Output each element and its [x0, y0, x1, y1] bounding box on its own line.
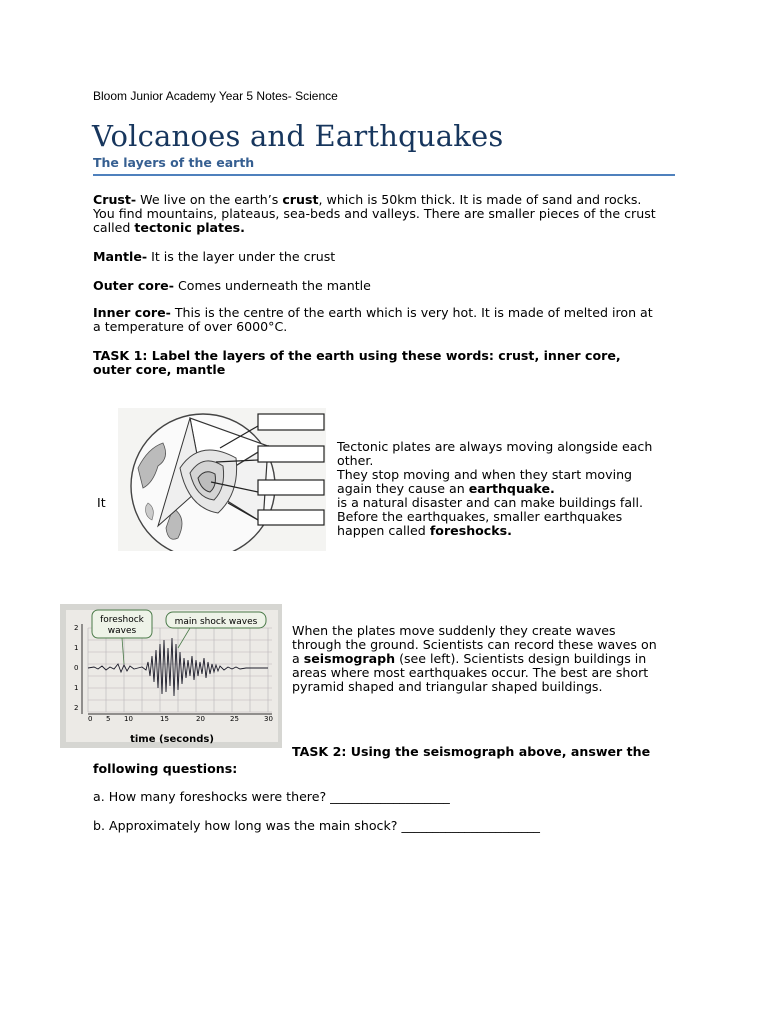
inner-core-label: Inner core-: [93, 305, 171, 320]
crust-bold: crust: [282, 192, 319, 207]
mantle-text: It is the layer under the crust: [147, 249, 336, 264]
x-tick-label: 25: [230, 715, 239, 723]
tectonic-plates-term: tectonic plates.: [134, 220, 245, 235]
question-a[interactable]: a. How many foreshocks were there? ___________________: [93, 789, 450, 804]
task1-instructions: [93, 349, 683, 377]
document-header: Bloom Junior Academy Year 5 Notes- Science: [93, 89, 338, 103]
foreshock-callout-text: waves: [107, 626, 137, 636]
x-tick-label: 30: [264, 715, 273, 723]
waves-line-4: areas where most earthquakes occur. The best are short: [292, 665, 649, 680]
y-tick-label: 1: [74, 644, 79, 652]
mantle-paragraph: [93, 250, 683, 264]
crust-line-3: called: [93, 220, 135, 235]
task2-line-2: following questions:: [93, 761, 238, 776]
plates-line-4: again they cause an: [337, 481, 469, 496]
plates-line-1: Tectonic plates are always moving alongside each: [337, 439, 653, 454]
plates-line-2: other.: [337, 453, 374, 468]
waves-line-3-post: (see left). Scientists design buildings in: [395, 651, 647, 666]
section-subtitle: The layers of the earth: [93, 155, 255, 170]
crust-label: Crust-: [93, 192, 137, 207]
waves-line-5: pyramid shaped and triangular shaped buildings.: [292, 679, 603, 694]
x-tick-label: 10: [124, 715, 133, 723]
y-tick-label: 2: [74, 704, 79, 712]
x-tick-label: 20: [196, 715, 205, 723]
y-tick-label: 2: [74, 624, 79, 632]
heading-rule: [93, 174, 675, 176]
seismograph-term: seismograph: [303, 651, 396, 666]
waves-line-2: through the ground. Scientists can record these waves on: [292, 637, 657, 652]
task2-line-1: TASK 2: Using the seismograph above, answer the: [292, 744, 651, 759]
earth-layers-diagram: [118, 408, 326, 551]
stray-word: It: [97, 495, 106, 510]
foreshock-callout-text: foreshock: [100, 615, 144, 625]
label-box[interactable]: [258, 510, 324, 525]
x-tick-label: 5: [106, 715, 111, 723]
earthquake-term: earthquake.: [468, 481, 555, 496]
label-box[interactable]: [258, 446, 324, 462]
inner-core-paragraph: [93, 306, 683, 334]
waves-line-3-pre: a: [292, 651, 304, 666]
y-tick-label: 1: [74, 684, 79, 692]
tectonic-plates-paragraph: [337, 440, 667, 538]
outer-core-label: Outer core-: [93, 278, 174, 293]
foreshocks-term: foreshocks.: [429, 523, 512, 538]
inner-core-text-2: a temperature of over 6000°C.: [93, 319, 288, 334]
earth-layers-svg: [118, 408, 326, 551]
waves-line-1: When the plates move suddenly they create waves: [292, 623, 616, 638]
seismograph-figure: [60, 604, 282, 748]
outer-core-text: Comes underneath the mantle: [173, 278, 371, 293]
outer-core-paragraph: [93, 279, 683, 293]
y-tick-label: 0: [74, 664, 79, 672]
x-tick-label: 15: [160, 715, 169, 723]
seismograph-svg: [60, 604, 282, 748]
crust-paragraph: [93, 193, 683, 235]
x-axis-label: time (seconds): [130, 734, 214, 745]
label-box[interactable]: [258, 414, 324, 430]
plates-line-6: Before the earthquakes, smaller earthquakes: [337, 509, 623, 524]
inner-core-text-1: This is the centre of the earth which is very hot. It is made of melted iron at: [170, 305, 653, 320]
crust-line-2: You find mountains, plateaus, sea-beds and valleys. There are smaller pieces of the crust: [93, 206, 656, 221]
plates-line-7: happen called: [337, 523, 430, 538]
mantle-label: Mantle-: [93, 249, 148, 264]
crust-text-2: , which is 50km thick. It is made of sand and rocks.: [318, 192, 642, 207]
plates-line-3: They stop moving and when they start moving: [337, 467, 633, 482]
crust-text-1: We live on the earth’s: [136, 192, 283, 207]
x-tick-label: 0: [88, 715, 93, 723]
question-b[interactable]: b. Approximately how long was the main shock? ______________________: [93, 818, 540, 833]
page-title: Volcanoes and Earthquakes: [92, 119, 504, 153]
task1-line-2: outer core, mantle: [93, 362, 226, 377]
mainshock-callout-text: main shock waves: [174, 617, 258, 627]
plates-line-5: is a natural disaster and can make buildings fall.: [337, 495, 644, 510]
label-box[interactable]: [258, 480, 324, 495]
task1-line-1: TASK 1: Label the layers of the earth using these words: crust, inner core,: [93, 348, 621, 363]
seismograph-paragraph: [292, 624, 682, 694]
